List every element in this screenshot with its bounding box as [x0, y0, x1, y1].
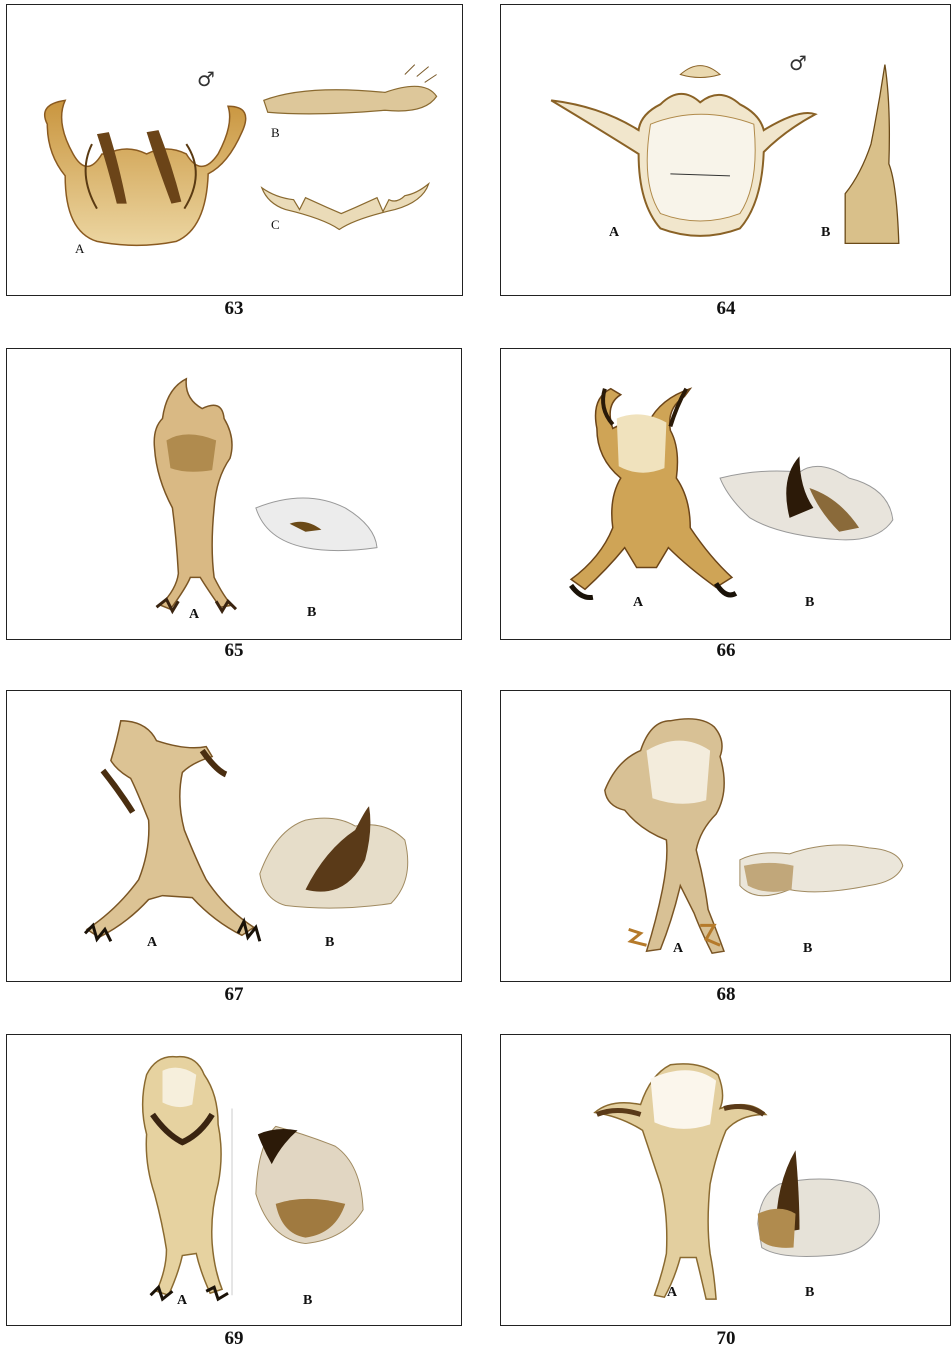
label-a: A	[667, 1285, 678, 1300]
figure-caption-66: 66	[716, 640, 736, 661]
figure-caption-70: 70	[716, 1328, 736, 1349]
specimen-67-b-aedeagus	[7, 691, 461, 981]
label-b: B	[803, 941, 813, 956]
figure-panel-63	[6, 4, 463, 296]
figure-panel-69	[6, 1034, 462, 1326]
specimen-70-b-aedeagus	[501, 1035, 950, 1325]
specimen-66-b-aedeagus	[501, 349, 950, 639]
label-a: A	[189, 607, 200, 622]
figure-panel-67	[6, 690, 462, 982]
label-b: B	[303, 1293, 313, 1308]
specimen-69-b-aedeagus	[7, 1035, 461, 1325]
figure-caption-68: 68	[716, 984, 736, 1005]
label-a: A	[75, 241, 85, 256]
label-b: B	[805, 595, 815, 610]
label-c: C	[271, 217, 280, 232]
label-a: A	[609, 225, 620, 240]
label-b: B	[821, 225, 831, 240]
figure-caption-69: 69	[224, 1328, 244, 1349]
figure-caption-65: 65	[224, 640, 244, 661]
label-a: A	[147, 935, 158, 950]
figure-caption-67: 67	[224, 984, 244, 1005]
label-b: B	[307, 605, 317, 620]
male-symbol: ♂	[789, 51, 807, 75]
label-b: B	[325, 935, 335, 950]
label-a: A	[673, 941, 684, 956]
label-b: B	[805, 1285, 815, 1300]
specimen-64-b-spine	[501, 5, 950, 295]
label-a: A	[177, 1293, 188, 1308]
figure-panel-68	[500, 690, 951, 982]
label-b: B	[271, 125, 280, 140]
label-a: A	[633, 595, 644, 610]
figure-panel-65	[6, 348, 462, 640]
figure-panel-66	[500, 348, 951, 640]
figure-caption-64: 64	[716, 298, 736, 319]
figure-panel-70	[500, 1034, 951, 1326]
male-symbol: ♂	[197, 67, 215, 91]
specimen-65-b-aedeagus	[7, 349, 461, 639]
figure-panel-64	[500, 4, 951, 296]
specimen-68-b-aedeagus	[501, 691, 950, 981]
figure-caption-63: 63	[224, 298, 244, 319]
